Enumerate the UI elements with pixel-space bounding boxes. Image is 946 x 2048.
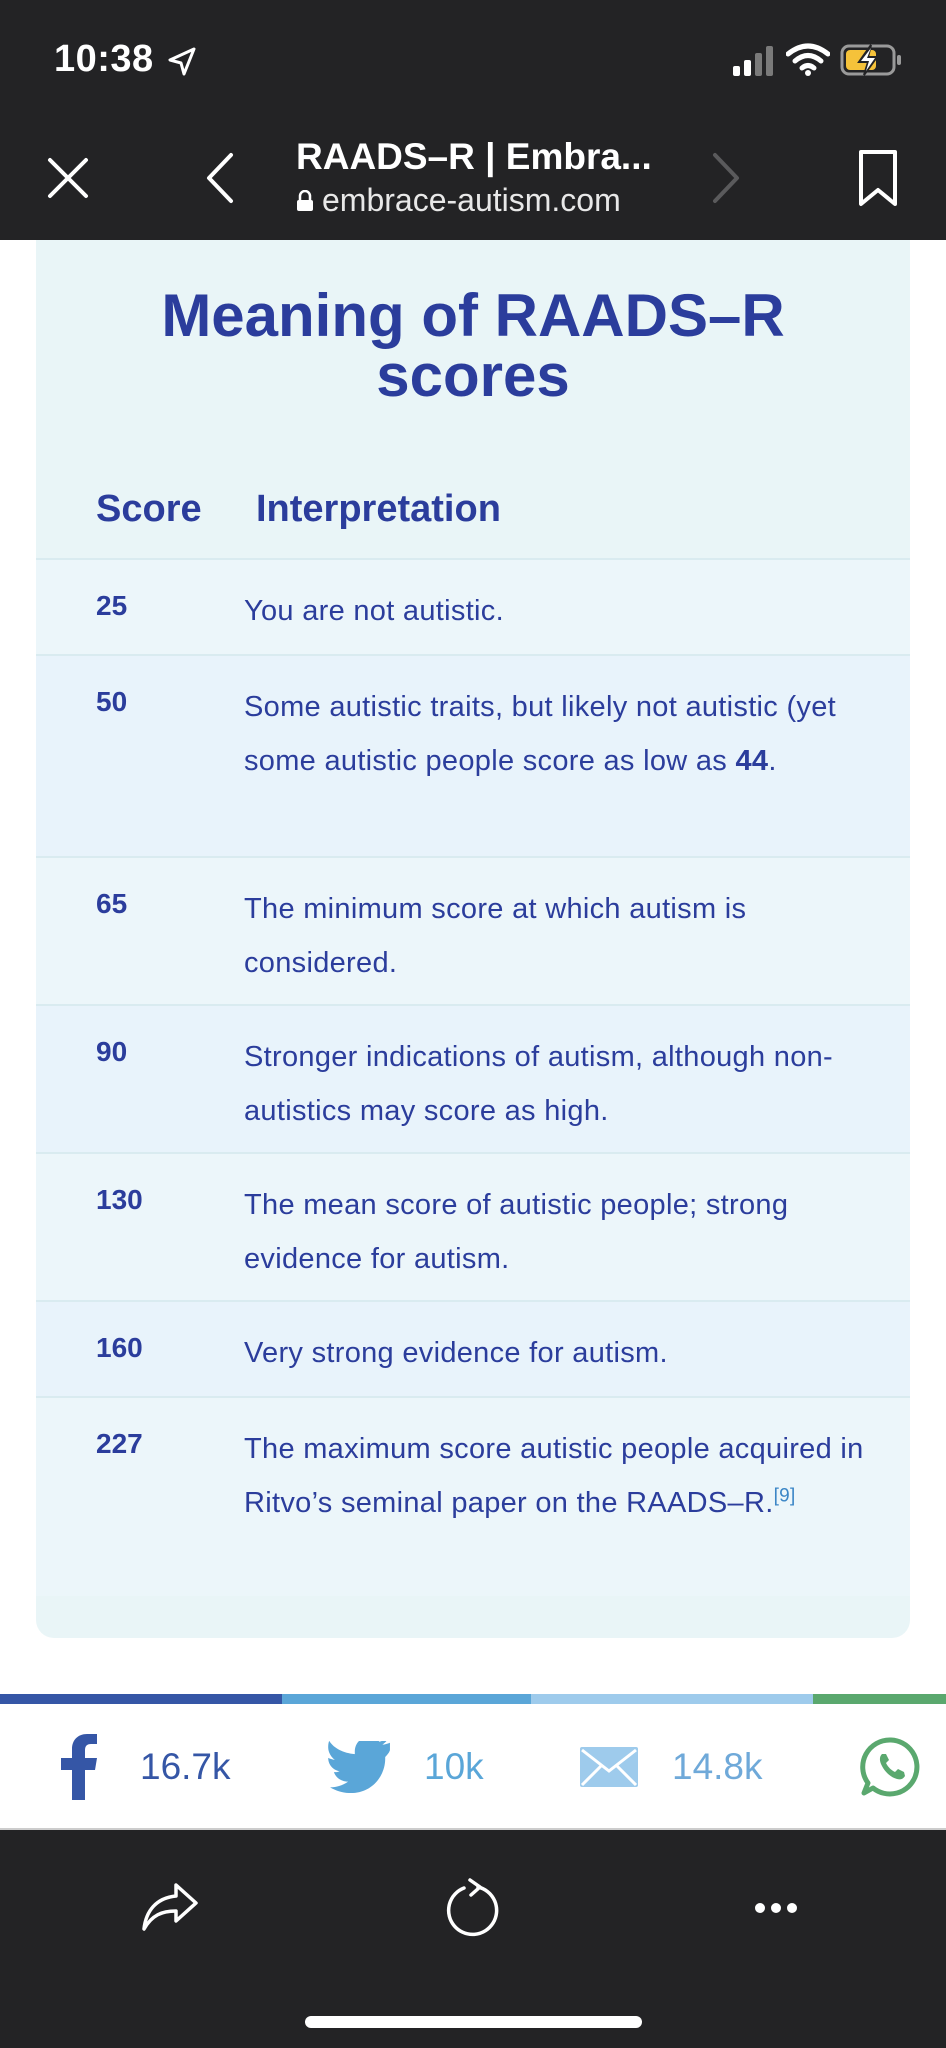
interpretation-cell: The minimum score at which autism is considered. [244, 893, 747, 979]
score-cell: 90 [96, 1036, 128, 1067]
back-button[interactable] [190, 148, 250, 208]
bookmark-button[interactable] [848, 144, 908, 212]
more-options-button[interactable] [738, 1870, 814, 1946]
table-row [36, 654, 910, 856]
interpretation-text-end: . [768, 745, 777, 777]
score-cell: 65 [96, 888, 128, 919]
close-icon [46, 156, 90, 200]
page-title-area[interactable] [296, 136, 652, 219]
scores-card [36, 240, 910, 1638]
interpretation-text: The maximum score autistic people acquired in Ritvo’s seminal paper on the RAADS–R. [244, 1433, 864, 1519]
whatsapp-icon [860, 1736, 922, 1798]
share-arrow-icon [140, 1881, 200, 1935]
twitter-count: 10k [424, 1746, 484, 1787]
location-arrow-icon [166, 46, 198, 78]
chevron-right-icon [711, 152, 741, 204]
bookmark-icon [858, 149, 898, 207]
card-title [36, 282, 910, 409]
table-row [36, 1152, 910, 1300]
email-count: 14.8k [672, 1746, 763, 1787]
whatsapp-share-button[interactable] [860, 1734, 922, 1800]
reload-button[interactable] [434, 1870, 510, 1946]
close-button[interactable] [38, 148, 98, 208]
strip-email [531, 1694, 813, 1704]
home-indicator [305, 2016, 642, 2028]
facebook-count: 16.7k [140, 1746, 231, 1787]
facebook-icon [60, 1734, 98, 1800]
share-bar [0, 1704, 946, 1830]
strip-twitter [282, 1694, 531, 1704]
table-row [36, 1396, 910, 1596]
table-row [36, 558, 910, 654]
card-title-line2: scores [376, 342, 570, 409]
score-cell: 130 [96, 1184, 143, 1215]
score-cell: 50 [96, 686, 128, 717]
interpretation-bold-value: 44 [735, 745, 769, 777]
table-row [36, 1004, 910, 1152]
score-cell: 160 [96, 1332, 143, 1363]
interpretation-cell: Very strong evidence for autism. [244, 1337, 668, 1369]
bottom-toolbar [0, 1830, 946, 2048]
lock-icon [296, 190, 314, 212]
status-bar [0, 0, 946, 118]
share-color-strip [0, 1694, 946, 1704]
url-row [296, 182, 652, 219]
interpretation-cell: Stronger indications of autism, although non-autistics may score as high. [244, 1041, 834, 1127]
battery-charging-icon [840, 42, 902, 78]
page-title: RAADS–R | Embra... [296, 136, 652, 177]
interpretation-cell: The mean score of autistic people; strong evidence for autism. [244, 1189, 789, 1275]
interpretation-cell [244, 680, 884, 788]
share-button[interactable] [132, 1870, 208, 1946]
status-time: 10:38 [54, 38, 154, 80]
table-row [36, 856, 910, 1004]
interpretation-text: Some autistic traits, but likely not autistic (yet some autistic people score as low as [244, 691, 836, 777]
strip-facebook [0, 1694, 282, 1704]
column-header-score: Score [96, 488, 202, 530]
reload-icon [444, 1878, 500, 1938]
score-cell: 25 [96, 590, 128, 621]
table-row [36, 1300, 910, 1396]
interpretation-cell: You are not autistic. [244, 595, 504, 627]
email-share-button[interactable] [580, 1734, 763, 1800]
more-icon [754, 1902, 798, 1914]
interpretation-cell [244, 1422, 884, 1530]
email-icon [580, 1747, 638, 1787]
card-title-line1: Meaning of RAADS–R [161, 282, 785, 349]
forward-button[interactable] [696, 148, 756, 208]
chevron-left-icon [205, 152, 235, 204]
twitter-share-button[interactable] [328, 1734, 484, 1800]
strip-whatsapp [813, 1694, 946, 1704]
column-header-interpretation: Interpretation [256, 488, 501, 530]
score-cell: 227 [96, 1428, 143, 1459]
facebook-share-button[interactable] [60, 1734, 231, 1800]
browser-nav-bar [0, 118, 946, 240]
page-domain: embrace-autism.com [322, 182, 621, 218]
wifi-icon [786, 42, 830, 76]
cellular-signal-icon [733, 44, 775, 76]
twitter-icon [328, 1741, 390, 1793]
citation-link[interactable]: [9] [773, 1485, 796, 1507]
